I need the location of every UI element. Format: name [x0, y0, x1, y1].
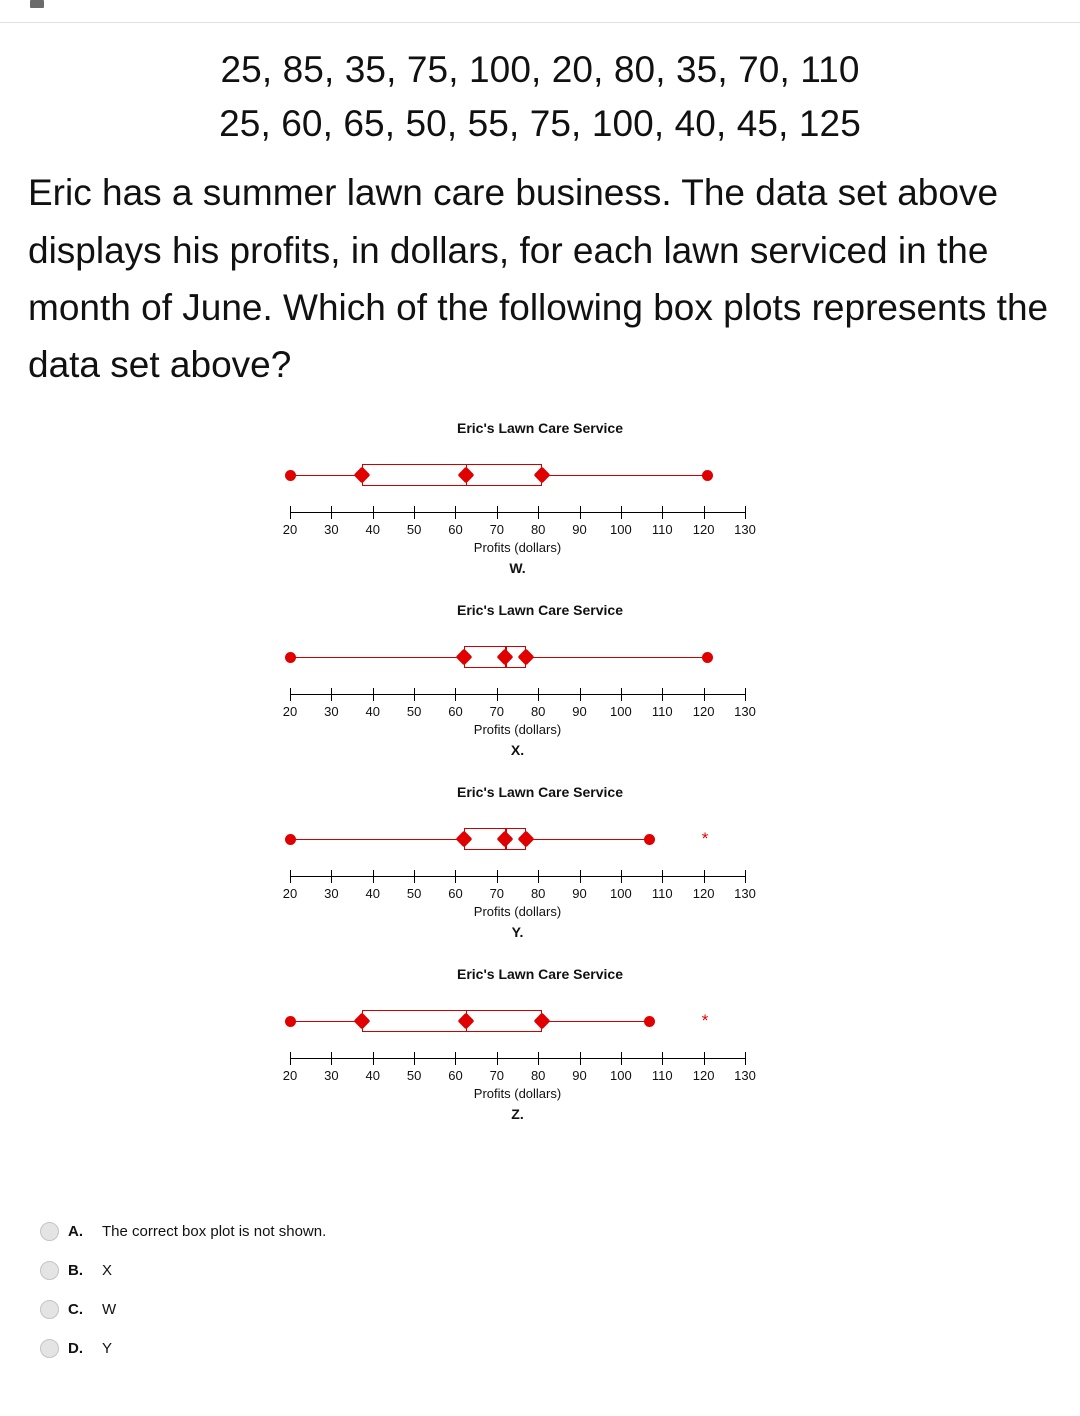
min-marker [285, 1016, 296, 1027]
box-plot-w [0, 420, 1080, 602]
axis-tick-label: 40 [365, 1067, 380, 1083]
axis-tick-label: 70 [489, 521, 505, 537]
axis-tick-label: 110 [651, 1067, 673, 1083]
min-marker [285, 652, 296, 663]
plot-title-z: Eric's Lawn Care Service [457, 965, 623, 982]
axis-tick-labels-y [282, 885, 756, 902]
axis-tick-label: 130 [734, 703, 756, 719]
axis-line-y [290, 876, 745, 877]
tab-indicator [30, 0, 44, 8]
axis-tick [373, 506, 374, 519]
axis-tick [414, 1052, 415, 1065]
axis-tick [745, 688, 746, 701]
axis-tick [290, 688, 291, 701]
axis-tick [290, 1052, 291, 1065]
choice-text-c: W [102, 1301, 117, 1318]
axis-tick-label: 100 [610, 1067, 632, 1083]
axis-caption-w: Profits (dollars) [473, 539, 562, 555]
axis-tick-label: 20 [282, 1067, 298, 1083]
axis-tick-label: 60 [448, 1067, 463, 1083]
browser-top-bar [0, 0, 1080, 23]
axis-tick-label: 90 [572, 521, 587, 537]
axis-tick [704, 870, 705, 883]
axis-line-x [290, 694, 745, 695]
axis-tick-label: 40 [365, 521, 380, 537]
axis-tick-label: 50 [406, 521, 422, 537]
axis-tick-label: 50 [406, 703, 422, 719]
axis-tick-label: 90 [572, 885, 587, 901]
plot-title-w: Eric's Lawn Care Service [457, 419, 623, 436]
axis-caption-y: Profits (dollars) [473, 903, 562, 919]
axis-tick-label: 110 [651, 703, 673, 719]
axis-tick-label: 40 [365, 703, 380, 719]
data-set-line-2: 25, 60, 65, 50, 55, 75, 100, 40, 45, 125 [219, 102, 861, 144]
axis-tick [455, 506, 456, 519]
axis-tick-label: 70 [489, 885, 505, 901]
axis-tick-label: 130 [734, 521, 756, 537]
upper-whisker [526, 839, 650, 841]
axis-tick-label: 50 [406, 885, 422, 901]
axis-tick-label: 80 [530, 1067, 546, 1083]
box-plot-x [0, 602, 1080, 784]
axis-tick [373, 688, 374, 701]
lower-whisker [290, 657, 464, 659]
quartile-box [464, 828, 526, 850]
axis-tick [414, 870, 415, 883]
question-prompt: Eric has a summer lawn care business. The data set above displays his profits, in dollars, for each lawn serviced in the month of June. Which of the following box plots represents the data set above? [28, 172, 1049, 386]
choice-text-a: The correct box plot is not shown. [102, 1223, 327, 1240]
axis-tick [580, 688, 581, 701]
plot-letter-x: X. [510, 741, 525, 758]
question-block [0, 23, 1080, 394]
axis-tick [331, 870, 332, 883]
axis-tick [662, 506, 663, 519]
axis-tick-label: 100 [610, 521, 632, 537]
axis-tick-label: 100 [610, 703, 632, 719]
axis-tick [662, 870, 663, 883]
axis-tick-label: 80 [530, 703, 546, 719]
axis-tick-label: 110 [651, 885, 673, 901]
axis-tick-label: 80 [530, 885, 546, 901]
choice-d[interactable] [0, 1329, 1080, 1368]
axis-tick-label: 30 [324, 885, 339, 901]
choice-b[interactable] [0, 1251, 1080, 1290]
axis-tick [621, 506, 622, 519]
axis-tick [331, 506, 332, 519]
axis-line-w [290, 512, 745, 513]
quartile-box [362, 464, 542, 486]
axis-tick-labels-z [282, 1067, 756, 1084]
box-plot-y [0, 784, 1080, 966]
quartile-box [464, 646, 526, 668]
axis-tick-label: 50 [406, 1067, 422, 1083]
axis-tick [621, 870, 622, 883]
axis-tick [290, 506, 291, 519]
quartile-box [362, 1010, 542, 1032]
choice-text-b: X [102, 1262, 113, 1279]
axis-tick-label: 30 [324, 1067, 339, 1083]
axis-tick-label: 30 [324, 521, 339, 537]
lower-whisker [290, 839, 464, 841]
axis-tick [538, 506, 539, 519]
lower-whisker [290, 475, 362, 477]
axis-tick [704, 688, 705, 701]
choice-c[interactable] [0, 1290, 1080, 1329]
plot-letter-w: W. [509, 559, 526, 576]
axis-tick-label: 80 [530, 521, 546, 537]
axis-tick-label: 100 [610, 885, 632, 901]
axis-tick-label: 90 [572, 703, 587, 719]
max-marker [644, 834, 655, 845]
axis-tick [745, 870, 746, 883]
axis-tick [290, 870, 291, 883]
axis-tick-label: 60 [448, 521, 463, 537]
axis-tick [497, 1052, 498, 1065]
axis-tick [745, 1052, 746, 1065]
max-marker [644, 1016, 655, 1027]
plot-title-x: Eric's Lawn Care Service [457, 601, 623, 618]
answer-choices [0, 1212, 1080, 1368]
axis-tick [455, 688, 456, 701]
box-plot-graphic-x [290, 628, 745, 688]
choice-a[interactable] [0, 1212, 1080, 1251]
lower-whisker [290, 1021, 362, 1023]
axis-tick [497, 688, 498, 701]
axis-tick-label: 60 [448, 885, 463, 901]
box-plot-z [0, 966, 1080, 1148]
axis-tick-label: 20 [282, 521, 298, 537]
choice-text-d: Y [102, 1340, 113, 1357]
plot-title-y: Eric's Lawn Care Service [457, 783, 623, 800]
plot-letter-z: Z. [511, 1105, 524, 1122]
axis-tick [373, 1052, 374, 1065]
axis-tick-label: 110 [651, 521, 673, 537]
choice-letter-b: B. [68, 1262, 83, 1279]
axis-tick [538, 688, 539, 701]
axis-caption-z: Profits (dollars) [473, 1085, 562, 1101]
axis-tick-label: 120 [692, 1067, 715, 1083]
max-marker [702, 652, 713, 663]
axis-tick [497, 506, 498, 519]
axis-tick [497, 870, 498, 883]
upper-whisker [542, 1021, 650, 1023]
upper-whisker [542, 475, 707, 477]
data-set-line-1: 25, 85, 35, 75, 100, 20, 80, 35, 70, 110 [220, 49, 860, 90]
axis-tick-label: 60 [448, 703, 463, 719]
axis-tick-label: 40 [365, 885, 380, 901]
radio-button-b[interactable] [40, 1261, 59, 1280]
axis-tick [414, 688, 415, 701]
choice-letter-d: D. [68, 1340, 83, 1357]
axis-tick [621, 688, 622, 701]
outlier-marker: * [701, 828, 709, 848]
axis-tick [662, 688, 663, 701]
radio-button-d[interactable] [40, 1339, 59, 1358]
axis-tick [373, 870, 374, 883]
outlier-marker: * [701, 1010, 709, 1030]
axis-tick [414, 506, 415, 519]
axis-tick [580, 1052, 581, 1065]
axis-tick [455, 870, 456, 883]
min-marker [285, 834, 296, 845]
box-plot-figures [0, 420, 1080, 1148]
axis-tick-label: 130 [734, 1067, 756, 1083]
axis-tick [662, 1052, 663, 1065]
axis-tick [704, 506, 705, 519]
axis-tick [580, 506, 581, 519]
choice-letter-c: C. [68, 1301, 83, 1318]
axis-tick [704, 1052, 705, 1065]
plot-letter-y: Y. [511, 923, 524, 940]
radio-button-a[interactable] [40, 1222, 59, 1241]
axis-tick-label: 20 [282, 703, 298, 719]
axis-tick-label: 120 [692, 521, 715, 537]
axis-tick-label: 70 [489, 1067, 505, 1083]
box-plot-graphic-z [290, 992, 745, 1052]
axis-tick [621, 1052, 622, 1065]
axis-tick [580, 870, 581, 883]
axis-tick-label: 20 [282, 885, 298, 901]
choice-letter-a: A. [68, 1223, 83, 1240]
axis-tick-labels-w [282, 521, 756, 538]
axis-tick [745, 506, 746, 519]
axis-tick [455, 1052, 456, 1065]
axis-tick [538, 1052, 539, 1065]
axis-tick-label: 130 [734, 885, 756, 901]
axis-tick [331, 1052, 332, 1065]
max-marker [702, 470, 713, 481]
axis-tick-label: 90 [572, 1067, 587, 1083]
axis-tick-label: 120 [692, 885, 715, 901]
axis-tick-label: 70 [489, 703, 505, 719]
min-marker [285, 470, 296, 481]
upper-whisker [526, 657, 708, 659]
axis-tick-labels-x [282, 703, 756, 720]
axis-tick-label: 120 [692, 703, 715, 719]
box-plot-graphic-w [290, 446, 745, 506]
box-plot-graphic-y [290, 810, 745, 870]
axis-caption-x: Profits (dollars) [473, 721, 562, 737]
axis-tick-label: 30 [324, 703, 339, 719]
axis-tick [331, 688, 332, 701]
axis-tick [538, 870, 539, 883]
radio-button-c[interactable] [40, 1300, 59, 1319]
axis-line-z [290, 1058, 745, 1059]
